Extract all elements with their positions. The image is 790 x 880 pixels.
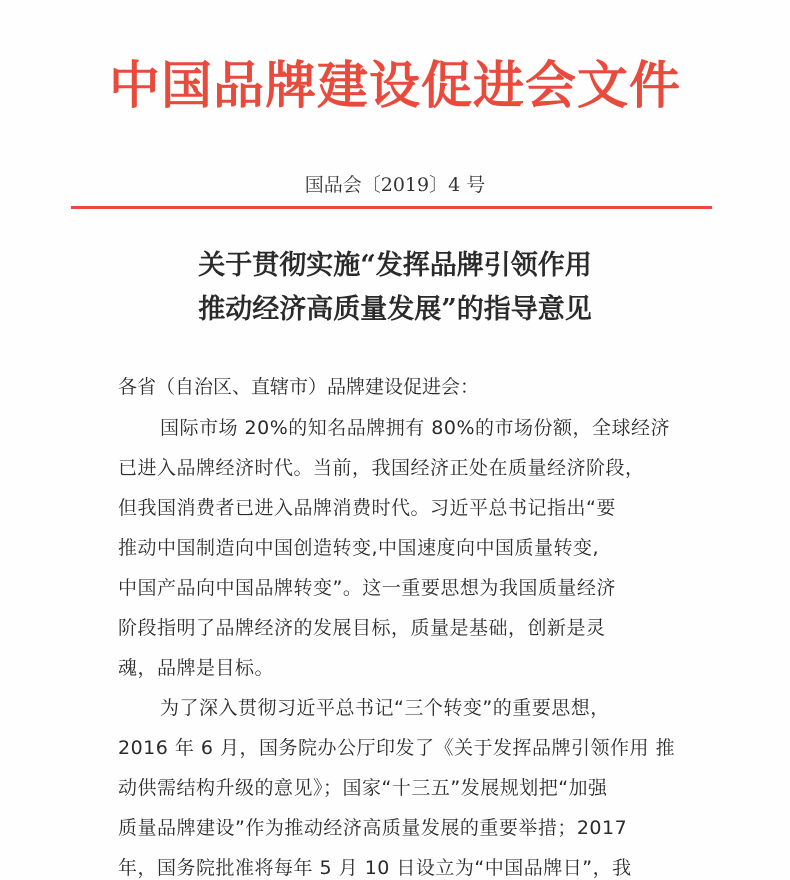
body-line-6: 阶段指明了品牌经济的发展目标，质量是基础，创新是灵 <box>118 617 606 639</box>
body-line-10: 动供需结构升级的意见》；国家“十三五”发展规划把“加强 <box>118 777 608 799</box>
body-line-3: 但我国消费者已进入品牌消费时代。习近平总书记指出“要 <box>118 497 616 519</box>
body-line-4: 推动中国制造向中国创造转变,中国速度向中国质量转变, <box>118 537 600 559</box>
salutation: 各省（自治区、直辖市）品牌建设促进会： <box>118 376 480 398</box>
body-line-9: 2016 年 6 月，国务院办公厅印发了《关于发挥品牌引领作用 推 <box>118 737 676 759</box>
document-title-line-2: 推动经济高质量发展”的指导意见 <box>198 294 592 325</box>
body-line-5: 中国产品向中国品牌转变”。这一重要思想为我国质量经济 <box>118 577 616 599</box>
body-line-1: 国际市场 20%的知名品牌拥有 80%的市场份额，全球经济 <box>160 417 671 439</box>
body-line-11: 质量品牌建设”作为推动经济高质量发展的重要举措；2017 <box>118 817 628 839</box>
body-line-2: 已进入品牌经济时代。当前，我国经济正处在质量经济阶段， <box>118 457 645 479</box>
body-line-8: 为了深入贯彻习近平总书记“三个转变”的重要思想， <box>160 697 610 719</box>
issuer-header: 中国品牌建设促进会文件 <box>108 56 681 116</box>
document-title-line-1: 关于贯彻实施“发挥品牌引领作用 <box>198 250 592 281</box>
document-number: 国品会〔2019〕4 号 <box>304 174 486 196</box>
body-line-7: 魂，品牌是目标。 <box>118 657 275 679</box>
red-divider <box>71 206 712 209</box>
body-line-12: 年，国务院批准将每年 5 月 10 日设立为“中国品牌日”，我 <box>118 857 632 879</box>
